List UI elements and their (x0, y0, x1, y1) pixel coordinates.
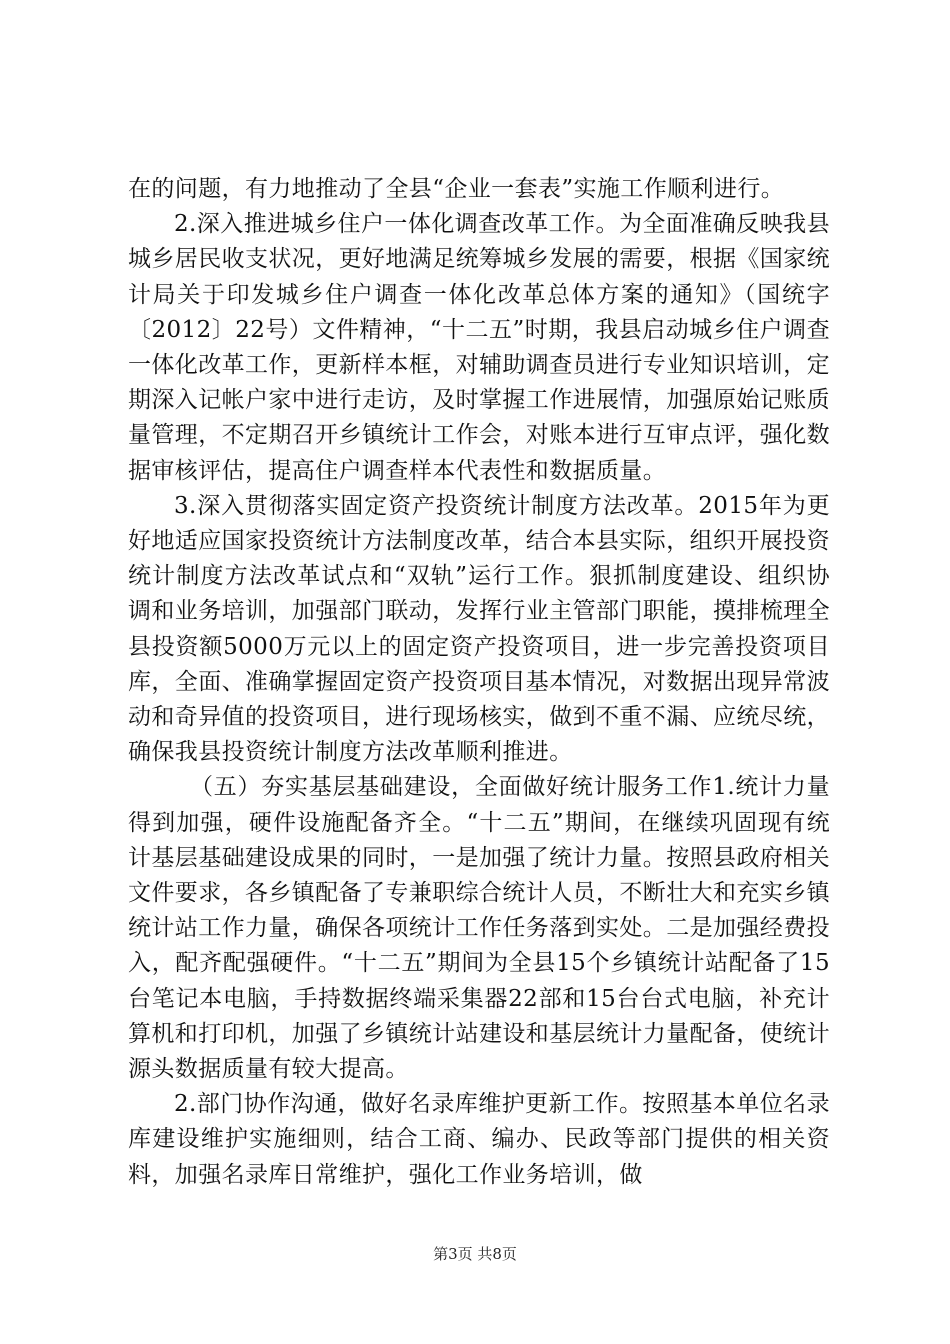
page-number-footer: 第3页 共8页 (433, 1245, 517, 1263)
paragraph-section-five-grassroots: （五）夯实基层基础建设，全面做好统计服务工作1.统计力量得到加强，硬件设施配备齐全。“十二五”期间，在继续巩固现有统计基层基础建设成果的同时，一是加强了统计力量。按照县政府相关文件要求，各乡镇配备了专兼职综合统计人员，不断壮大和充实乡镇统计站工作力量，确保各项统计工作任务落到实处。二是加强经费投入，配齐配强硬件。“十二五”期间为全县15个乡镇统计站配备了15台笔记本电脑，手持数据终端采集器22部和15台台式电脑，补充计算机和打印机，加强了乡镇统计站建设和基层统计力量配备，使统计源头数据质量有较大提高。 (128, 774, 830, 1083)
paragraph-household-survey-reform: 2.深入推进城乡住户一体化调查改革工作。为全面准确反映我县城乡居民收支状况，更好地满足统筹城乡发展的需要，根据《国家统计局关于印发城乡住户调查一体化改革总体方案的通知》（国统字〔2012〕22号）文件精神，“十二五”时期，我县启动城乡住户调查一体化改革工作，更新样本框，对辅助调查员进行专业知识培训，定期深入记帐户家中进行走访，及时掌握工作进展情，加强原始记账质量管理，不定期召开乡镇统计工作会，对账本进行互审点评，强化数据审核评估，提高住户调查样本代表性和数据质量。 (128, 211, 830, 484)
paragraph-directory-maintenance: 2.部门协作沟通，做好名录库维护更新工作。按照基本单位名录库建设维护实施细则，结合工商、编办、民政等部门提供的相关资料，加强名录库日常维护，强化工作业务培训，做 (128, 1091, 830, 1188)
paragraph-continuation: 在的问题，有力地推动了全县“企业一套表”实施工作顺利进行。 (128, 176, 785, 202)
paragraph-fixed-asset-investment-reform: 3.深入贯彻落实固定资产投资统计制度方法改革。2015年为更好地适应国家投资统计方法制度改革，结合本县实际，组织开展投资统计制度方法改革试点和“双轨”运行工作。狠抓制度建设、组织协调和业务培训，加强部门联动，发挥行业主管部门职能，摸排梳理全县投资额5000万元以上的固定资产投资项目，进一步完善投资项目库，全面、准确掌握固定资产投资项目基本情况，对数据出现异常波动和奇异值的投资项目，进行现场核实，做到不重不漏、应统尽统，确保我县投资统计制度方法改革顺利推进。 (128, 492, 830, 766)
document-body (128, 172, 830, 1193)
